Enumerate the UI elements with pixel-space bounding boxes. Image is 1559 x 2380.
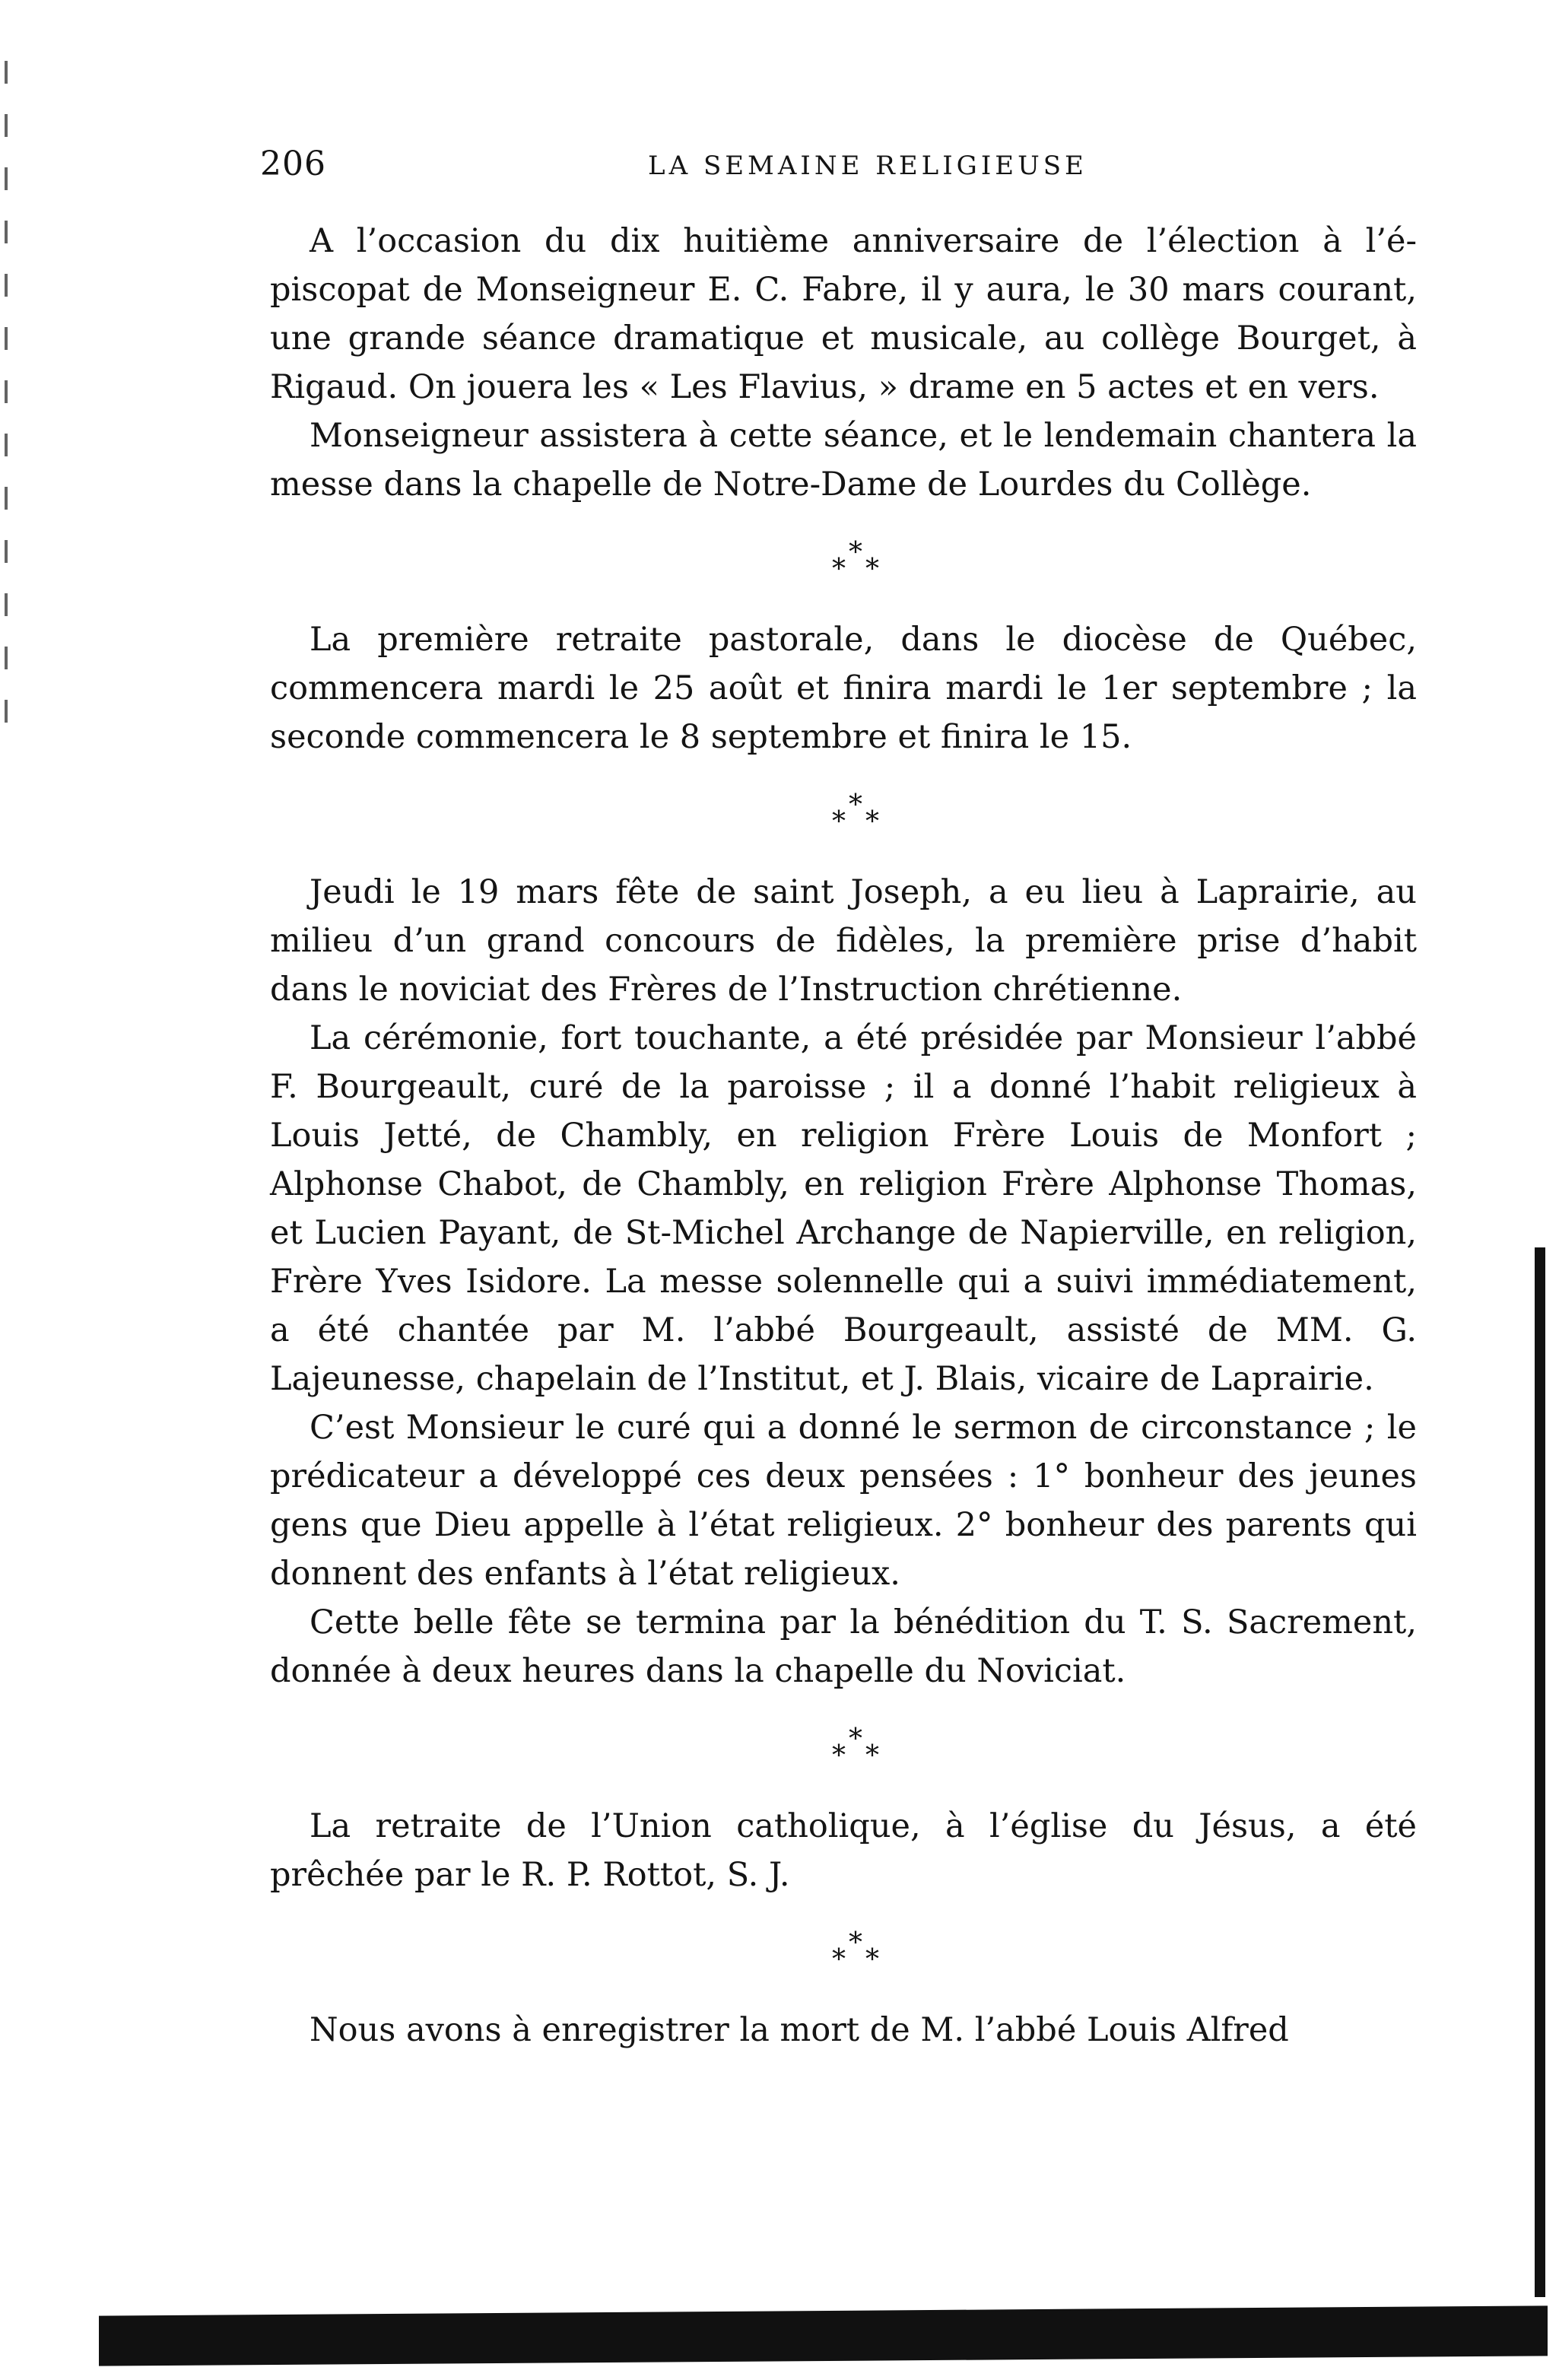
paragraph-union-catholique: La retraite de l’Union catholique, à l’église du Jésus, a été prêchée par le R. P. Rottot, S. J. [270,1807,1417,1894]
running-title: LA SEMAINE RELIGIEUSE [648,151,1087,181]
asterism-star: * [865,806,879,837]
asterism-star: * [865,1740,879,1771]
paragraph-benediction: Cette belle fête se termina par la bénédition du T. S. Sacrement, donnée à deux heures dans la chapelle du Noviciat. [270,1603,1417,1690]
scan-edge-right-border [1535,1247,1545,2297]
paragraph-retraite-pastorale: La première retraite pastorale, dans le diocèse de Québec, commencera mardi le 25 août et finira mardi le 1er septembre ; la seconde commencera le 8 septembre et finira le 15. [270,621,1417,756]
asterism [832,539,893,585]
section-separator [270,1899,1417,2006]
scan-edge-bottom-border [99,2305,1548,2366]
paragraph-sermon: C’est Monsieur le curé qui a donné le sermon de circonstance ; le prédicateur a développé ces deux pensées : 1° bonheur des jeunes gens que Dieu appelle à l’état religieux. 2° bonheur des parents qui donnent des enfants à l’état religieux. [270,1409,1417,1593]
asterism-star: * [832,806,846,837]
scan-edge-left-mark [5,61,8,745]
paragraph-ceremonie: La cérémonie, fort touchante, a été présidée par Monsieur l’abbé F. Bourgeault, curé de la paroisse ; il a donné l’habit religieux à Louis Jetté, de Chambly, en religion Frère Louis de Monfort ; Alphonse Chabot, de Chambly, en religion Frère Alphonse Thomas, et Lucien Payant, de St-Michel Archange de Napierville, en religion, Frère Yves Isidore. La messe solennelle qui a suivi immédiatement, a été chantée par M. l’abbé Bourgeault, assisté de MM. G. Lajeunesse, chapelain de l’Institut, et J. Blais, vicaire de Laprairie. [270,1019,1417,1398]
section-separator [270,509,1417,615]
asterism-star: * [849,1927,862,1959]
asterism-star: * [849,1724,862,1755]
asterism [832,792,893,837]
paragraph-monseigneur-assistera: Monseigneur assistera à cette séance, et le lendemain chantera la messe dans la chapelle de Notre-Dame de Lourdes du Collège. [270,417,1417,504]
paragraph-prise-d-habit: Jeudi le 19 mars fête de saint Joseph, a eu lieu à Laprairie, au milieu d’un grand concours de fidèles, la première prise d’habit dans le noviciat des Frères de l’Instruction chrétienne. [270,873,1417,1009]
page-number: 206 [260,145,326,183]
asterism-star: * [849,537,862,568]
paragraph-college-bourget: A l’occasion du dix huitième anniversaire de l’élection à l’épiscopat de Monseigneur E. C. Fabre, il y aura, le 30 mars courant, une grande séance dramatique et musicale, au collège Bourget, à Rigaud. On jouera les « Les Flavius, » drame en 5 actes et en vers. [270,222,1417,406]
asterism-star: * [865,554,879,585]
body-text [270,217,1417,2054]
asterism [832,1927,893,1975]
asterism-star: * [832,1740,846,1771]
asterism [832,1726,893,1771]
asterism-star: * [865,1944,879,1975]
asterism-star: * [832,1944,846,1975]
asterism-star: * [832,554,846,585]
paragraph-mort-abbe: Nous avons à enregistrer la mort de M. l’abbé Louis Alfred [310,2011,1289,2049]
page-header [260,145,1424,190]
section-separator [270,1695,1417,1802]
asterism-star: * [849,790,862,821]
section-separator [270,761,1417,868]
